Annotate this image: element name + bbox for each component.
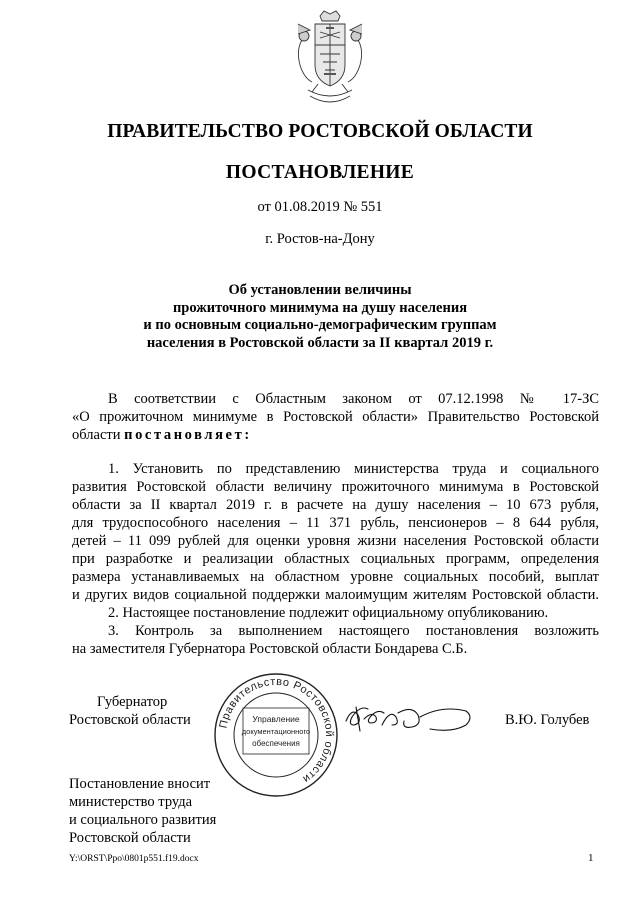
document-subject: [110, 282, 530, 352]
paragraph-line: 2. Настоящее постановление подлежит официальному опубликованию.: [108, 605, 549, 621]
page-number: 1: [588, 852, 594, 864]
signatory-name: В.Ю. Голубев: [505, 712, 590, 728]
preamble-line-2: «О прожиточном минимуме в Ростовской области» Правительство Ростовской: [72, 409, 599, 425]
paragraph-line: на заместителя Губернатора Ростовской области Бондарева С.Б.: [72, 641, 468, 657]
introduced-by-line: Постановление вносит: [69, 776, 211, 792]
subject-line: прожиточного минимума на душу населения: [172, 299, 468, 316]
paragraph-line: и других видов социальной поддержки малоимущим жителям Ростовской области.: [72, 587, 599, 603]
signatory-title-line-1: Губернатор: [97, 694, 168, 710]
paragraph-line: для трудоспособного населения – 11 371 рубль, пенсионеров – 8 644 рубля,: [72, 515, 599, 531]
signatory-title-line-2: Ростовской области: [69, 712, 191, 728]
document-type: ПОСТАНОВЛЕНИЕ: [225, 162, 415, 183]
document-date-number: от 01.08.2019 № 551: [257, 199, 383, 215]
stamp-ring-text: Правительство Ростовской области: [217, 675, 336, 786]
introduced-by-line: и социального развития: [69, 812, 217, 828]
handwritten-signature-icon: [342, 695, 477, 739]
preamble-line-3: области постановляет:: [72, 427, 252, 443]
paragraph-line: 1. Установить по представлению министерства труда и социального: [108, 461, 599, 477]
document-city: г. Ростов-на-Дону: [265, 231, 375, 247]
paragraph-line: при разработке и реализации областных социальных программ, определения: [72, 551, 599, 567]
subject-line: и по основным социально-демографическим группам: [143, 317, 497, 334]
introduced-by-line: министерство труда: [69, 794, 193, 810]
paragraph-line: развития Ростовской области величину прожиточного минимума в Ростовской: [72, 479, 599, 495]
preamble-line-1: В соответствии с Областным законом от 07.12.1998 № 17-ЗС: [108, 391, 600, 407]
introduced-by-line: Ростовской области: [69, 830, 191, 846]
paragraph-line: области за II квартал 2019 г. в расчете на душу населения – 10 673 рубля,: [72, 497, 599, 513]
paragraph-line: размера устанавливаемых на областном уровне социальных пособий, выплат: [72, 569, 599, 585]
stamp-line-1: Управление: [252, 714, 300, 724]
paragraph-line: детей – 11 099 рублей для оценки уровня жизни населения Ростовской области: [72, 533, 599, 549]
decree-keyword: постановляет:: [124, 427, 252, 443]
stamp-line-2: документационного: [241, 727, 311, 736]
stamp-line-3: обеспечения: [252, 739, 300, 748]
subject-line: Об установлении величины: [228, 282, 412, 298]
official-stamp: [213, 672, 339, 798]
file-path: Y:\ORST\Ppo\0801p551.f19.docx: [69, 854, 199, 864]
coat-of-arms-icon: [290, 10, 370, 112]
government-name: ПРАВИТЕЛЬСТВО РОСТОВСКОЙ ОБЛАСТИ: [107, 121, 533, 142]
subject-line: населения в Ростовской области за II квартал 2019 г.: [146, 334, 494, 351]
paragraph-line: 3. Контроль за выполнением настоящего постановления возложить: [108, 623, 599, 639]
